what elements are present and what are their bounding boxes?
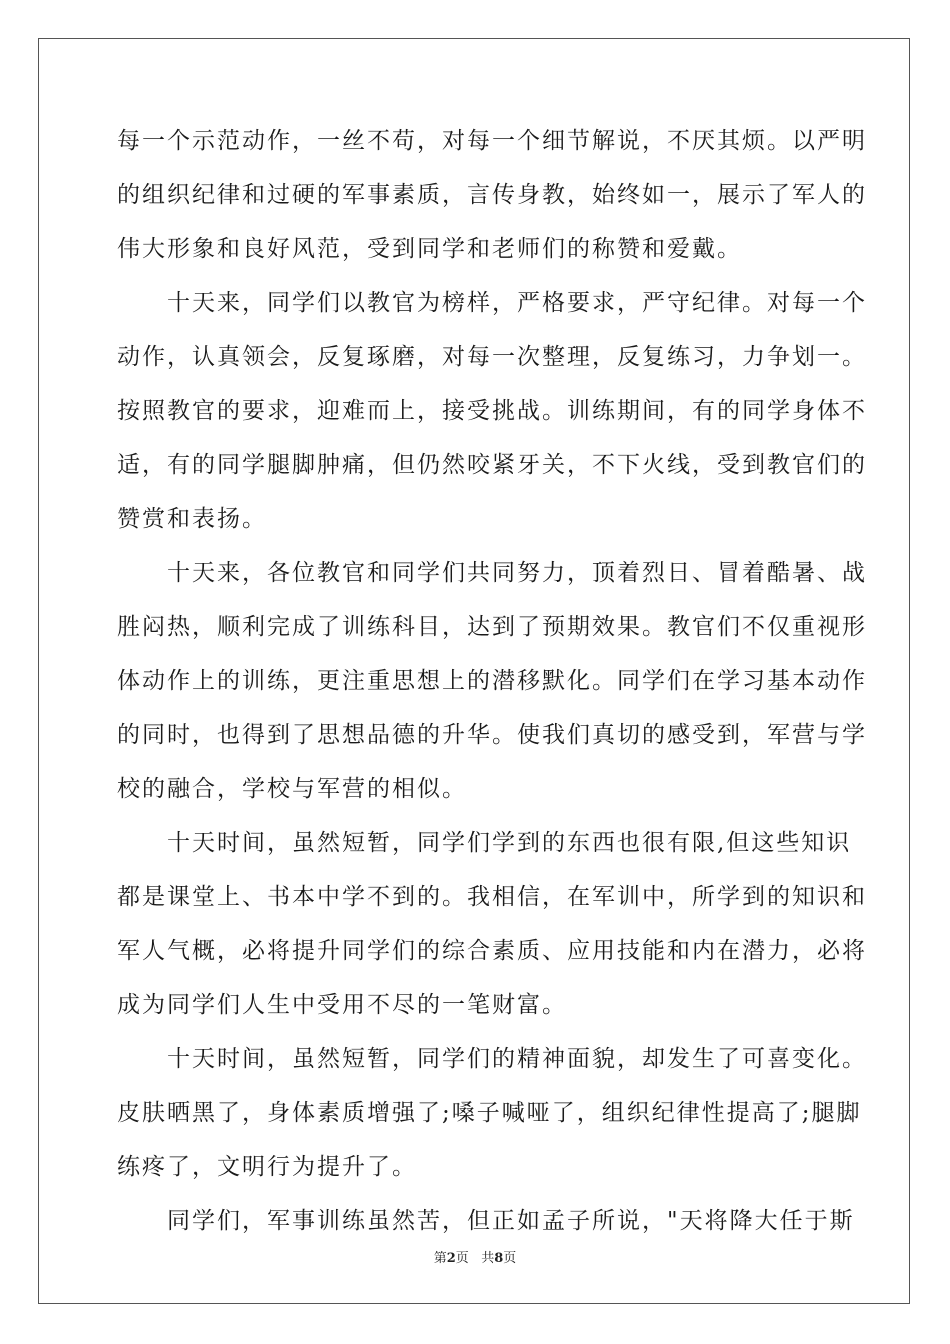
text-line: 都是课堂上、书本中学不到的。我相信，在军训中，所学到的知识和 — [117, 884, 867, 910]
text-line: 伟大形象和良好风范，受到同学和老师们的称赞和爱戴。 — [117, 236, 742, 262]
text-line: 十天来，同学们以教官为榜样，严格要求，严守纪律。对每一个 — [117, 290, 867, 316]
text-line: 胜闷热，顺利完成了训练科目，达到了预期效果。教官们不仅重视形 — [117, 614, 867, 640]
text-line: 皮肤晒黑了，身体素质增强了;嗓子喊哑了，组织纪律性提高了;腿脚 — [117, 1100, 862, 1126]
text-line: 体动作上的训练，更注重思想上的潜移默化。同学们在学习基本动作 — [117, 668, 867, 694]
page-number: 2 — [446, 1251, 456, 1266]
text-line: 同学们，军事训练虽然苦，但正如孟子所说，"天将降大任于斯 — [117, 1208, 855, 1234]
page-prefix: 第 — [433, 1251, 447, 1266]
total-suffix: 页 — [503, 1251, 517, 1266]
text-line: 校的融合，学校与军营的相似。 — [117, 776, 467, 802]
text-line: 按照教官的要求，迎难而上，接受挑战。训练期间，有的同学身体不 — [117, 398, 867, 424]
text-line: 赞赏和表扬。 — [117, 506, 267, 532]
text-line: 适，有的同学腿脚肿痛，但仍然咬紧牙关，不下火线，受到教官们的 — [117, 452, 867, 478]
text-line: 军人气概，必将提升同学们的综合素质、应用技能和内在潜力，必将 — [117, 938, 867, 964]
text-line: 十天来，各位教官和同学们共同努力，顶着烈日、冒着酷暑、战 — [117, 560, 867, 586]
text-line: 十天时间，虽然短暂，同学们的精神面貌，却发生了可喜变化。 — [117, 1046, 867, 1072]
document-body — [117, 126, 867, 1260]
total-pages: 8 — [494, 1251, 504, 1266]
text-line: 练疼了，文明行为提升了。 — [117, 1154, 417, 1180]
text-line: 每一个示范动作，一丝不苟，对每一个细节解说，不厌其烦。以严明 — [117, 128, 867, 154]
page-footer — [0, 1247, 950, 1266]
total-prefix: 共 — [481, 1251, 495, 1266]
page-suffix: 页 — [455, 1251, 469, 1266]
text-line: 的同时，也得到了思想品德的升华。使我们真切的感受到，军营与学 — [117, 722, 867, 748]
text-line: 成为同学们人生中受用不尽的一笔财富。 — [117, 992, 567, 1018]
text-line: 动作，认真领会，反复琢磨，对每一次整理，反复练习，力争划一。 — [117, 344, 867, 370]
text-line: 的组织纪律和过硬的军事素质，言传身教，始终如一，展示了军人的 — [117, 182, 867, 208]
text-line: 十天时间，虽然短暂，同学们学到的东西也很有限,但这些知识 — [117, 830, 852, 856]
